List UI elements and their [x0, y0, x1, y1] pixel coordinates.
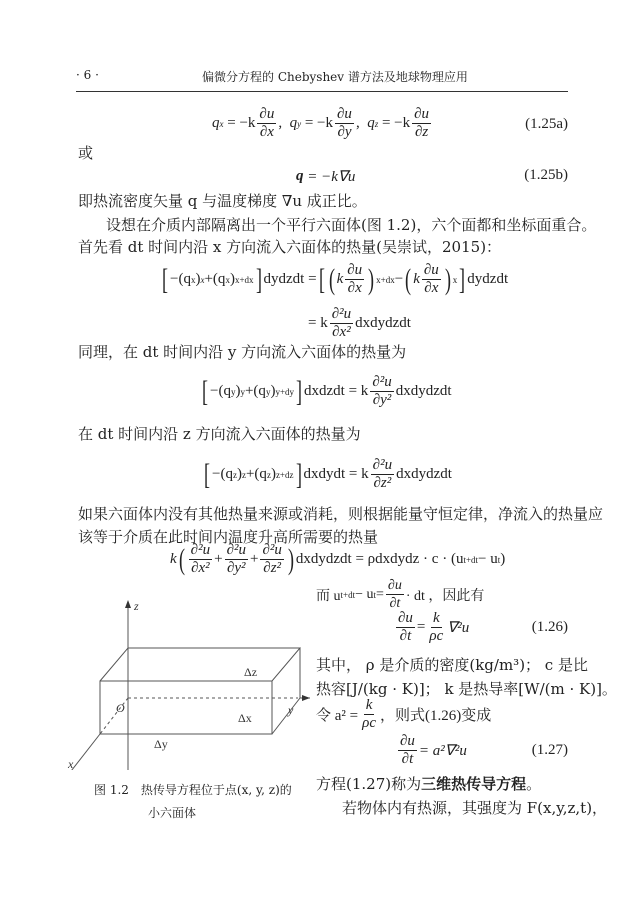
equation-label: (1.25a) [525, 116, 568, 132]
origin-label: O [116, 701, 125, 715]
paragraph-line: 即热流密度矢量 q 与温度梯度 ∇u 成正比。 [78, 192, 367, 210]
paragraph-line: 同理，在 dt 时间内沿 y 方向流入六面体的热量为 [78, 343, 407, 361]
running-header-title: 偏微分方程的 Chebyshev 谱方法及地球物理应用 [202, 70, 468, 84]
label-delta-y: Δy [154, 737, 168, 751]
paragraph-line: 在 dt 时间内沿 z 方向流入六面体的热量为 [78, 425, 361, 443]
equation-label: (1.26) [531, 619, 568, 635]
equation-x-flux: [ −(q x ) x +(q x ) x+dx ] dydzdt = [ ( k $\frac{\partial u}{\partial x}$ ) x+dx − ( k $\frac{\partial u}{\partial x}$ ) x ] dydzdt [162, 262, 509, 296]
equation-x-flux-result: = k $\frac{\text{∂²u}}{\text{∂x²}}$ dxdydzdt [308, 306, 411, 340]
paragraph-line: 若物体内有热源，其强度为 F(x,y,z,t)， [342, 799, 608, 817]
text-or: 或 [78, 144, 94, 162]
y-arrow-icon [302, 695, 310, 701]
text-segment: 。 [526, 775, 542, 793]
equation-energy-balance: k ( $\frac{\text{∂²u}}{\text{∂x²}}$ + $\frac{\text{∂²u}}{\text{∂y²}}$ + $\frac{\text{∂²u}}{\text{∂z²}}$ ) dxdydzdt = ρdxdydz · c · (u t+dt − u t ) [170, 542, 506, 576]
paragraph-line: 首先看 dt 时间内沿 x 方向流入六面体的热量(吴崇试，2015)： [78, 238, 502, 256]
equation-1-27: $\frac{\partial u}{\partial t}$ = a²∇²u [400, 733, 467, 767]
figure-hexahedron [60, 590, 310, 770]
equation-z-flux: [ −(q z ) z +(q z ) z+dz ] dxdydt = k $\frac{\text{∂²u}}{\text{∂z²}}$ dxdydzdt [204, 457, 452, 491]
paragraph-line: 设想在介质内部隔离出一个平行六面体(图 1.2)，六个面都和坐标面重合。 [106, 216, 597, 234]
z-arrow-icon [125, 600, 131, 608]
paragraph-line: 如果六面体内没有其他热量来源或消耗，则根据能量守恒定律，净流入的热量应 [78, 505, 604, 523]
figure-caption: 图 1.2 热传导方程位于点(x, y, z)的 [94, 783, 292, 797]
term-highlight: 三维热传导方程 [421, 775, 527, 793]
label-delta-x: Δx [238, 711, 252, 725]
page-number: · 6 · [76, 68, 99, 82]
text-line-du-dt: 而 u t+dt − u t = $\frac{\partial u}{\partial t}$ · dt ，因此有 [316, 578, 485, 611]
text-line-define-a: 令 a² = $\frac{k}{\rho c}$ ，则式(1.26)变成 [316, 697, 492, 731]
header-rule [76, 91, 568, 92]
paragraph-line: 其中， ρ 是介质的密度(kg/m³)； c 是比 [316, 656, 588, 674]
equation-y-flux: [ −(q y ) y +(q y ) y+dy ] dxdzdt = k $\frac{\text{∂²u}}{\text{∂y²}}$ dxdydzdt [202, 374, 452, 408]
axis-label-z: z [134, 599, 139, 613]
equation-1-26: $\frac{\partial u}{\partial t}$ = $\frac{k}{\rho c}$ ∇²u [398, 610, 470, 644]
text-segment: 方程(1.27)称为 [316, 775, 422, 793]
equation-label: (1.27) [531, 742, 568, 758]
equation-1-25a: q x = −k $\frac{\partial u}{\partial x}$ , q y = −k $\frac{\partial u}{\partial y}$ , q z = −k $\frac{\partial u}{\partial z}$ [212, 106, 430, 140]
label-delta-z: Δz [244, 665, 258, 679]
paragraph-line [316, 774, 541, 794]
equation-1-25b: q = −k∇u [296, 168, 356, 185]
equation-label: (1.25b) [524, 167, 568, 183]
axis-label-y: y [288, 703, 294, 717]
figure-caption: 小六面体 [148, 806, 197, 820]
box-edges [100, 648, 300, 734]
paragraph-line: 热容[J/(kg · K)]； k 是热导率[W/(m · K)]。 [316, 680, 617, 698]
paragraph-line: 该等于介质在此时间内温度升高所需要的热量 [78, 528, 379, 546]
axis-label-x: x [68, 757, 74, 770]
